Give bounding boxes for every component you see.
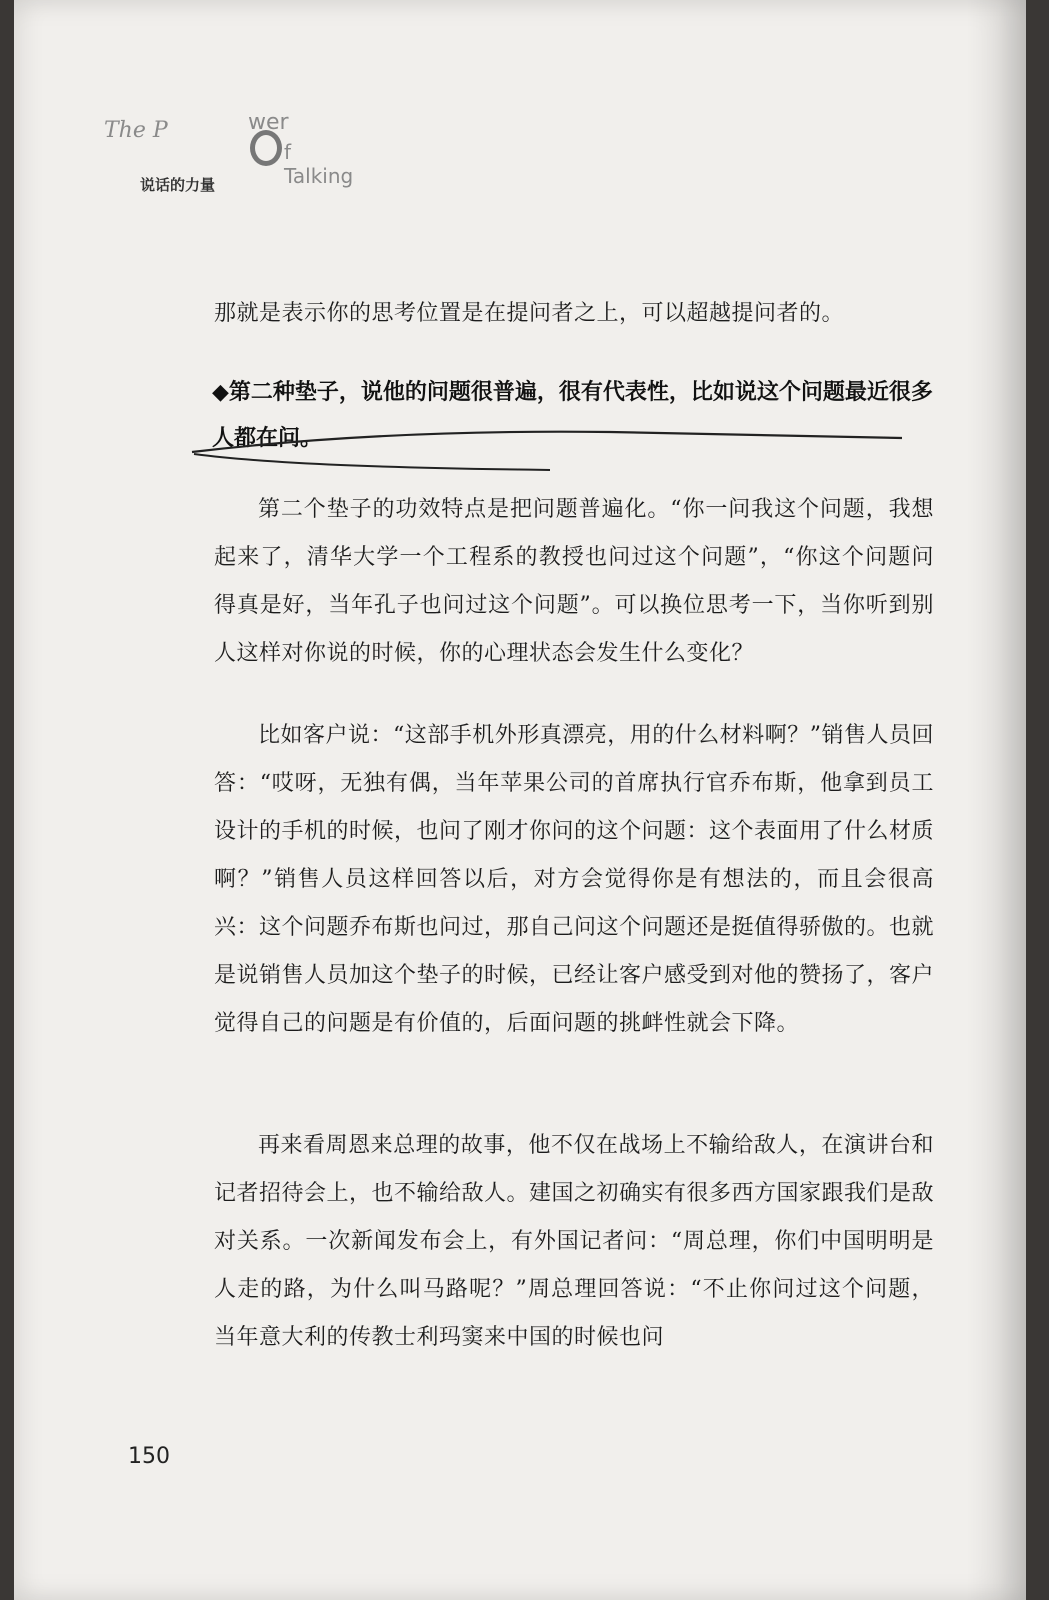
running-header xyxy=(100,110,354,200)
logo-o-ring xyxy=(250,130,282,166)
handwritten-underline xyxy=(190,420,910,480)
page-edge-shadow xyxy=(966,0,1026,1600)
book-subtitle: 说话的力量 xyxy=(140,176,216,194)
section-heading: ◆第二种垫子，说他的问题很普遍，很有代表性，比如说这个问题最近很多人都在问。 xyxy=(212,380,933,451)
logo-text-talking: f Talking xyxy=(284,140,354,188)
paragraph-2: 比如客户说：“这部手机外形真漂亮，用的什么材料啊？”销售人员回答：“哎呀，无独有偶，当年苹果公司的首席执行官乔布斯，他拿到员工设计的手机的时候，也问了刚才你问的这个问题：这个表面用了什么材质啊？”销售人员这样回答以后，对方会觉得你是有想法的，而且会很高兴：这个问题乔布斯也问过，那自己问这个问题还是挺值得骄傲的。也就是说销售人员加这个垫子的时候，已经让客户感受到对他的赞扬了，客户觉得自己的问题是有价值的，后面问题的挑衅性就会下降。 xyxy=(214,723,935,1036)
logo-text-the: The P xyxy=(104,118,168,143)
paragraph-1: 第二个垫子的功效特点是把问题普遍化。“你一问我这个问题，我想起来了，清华大学一个工程系的教授也问过这个问题”，“你这个问题问得真是好，当年孔子也问过这个问题”。可以换位思考一下，当你听到别人这样对你说的时候，你的心理状态会发生什么变化？ xyxy=(214,497,934,666)
paragraph-intro: 那就是表示你的思考位置是在提问者之上，可以超越提问者的。 xyxy=(214,301,845,326)
page-number: 150 xyxy=(128,1444,170,1469)
book-page xyxy=(14,0,1026,1600)
logo-text-wer: wer xyxy=(248,110,289,135)
paragraph-3: 再来看周恩来总理的故事，他不仅在战场上不输给敌人，在演讲台和记者招待会上，也不输给敌人。建国之初确实有很多西方国家跟我们是敌对关系。一次新闻发布会上，有外国记者问：“周总理，你们中国明明是人走的路，为什么叫马路呢？”周总理回答说：“不止你问过这个问题，当年意大利的传教士利玛窦来中国的时候也问 xyxy=(214,1133,935,1350)
